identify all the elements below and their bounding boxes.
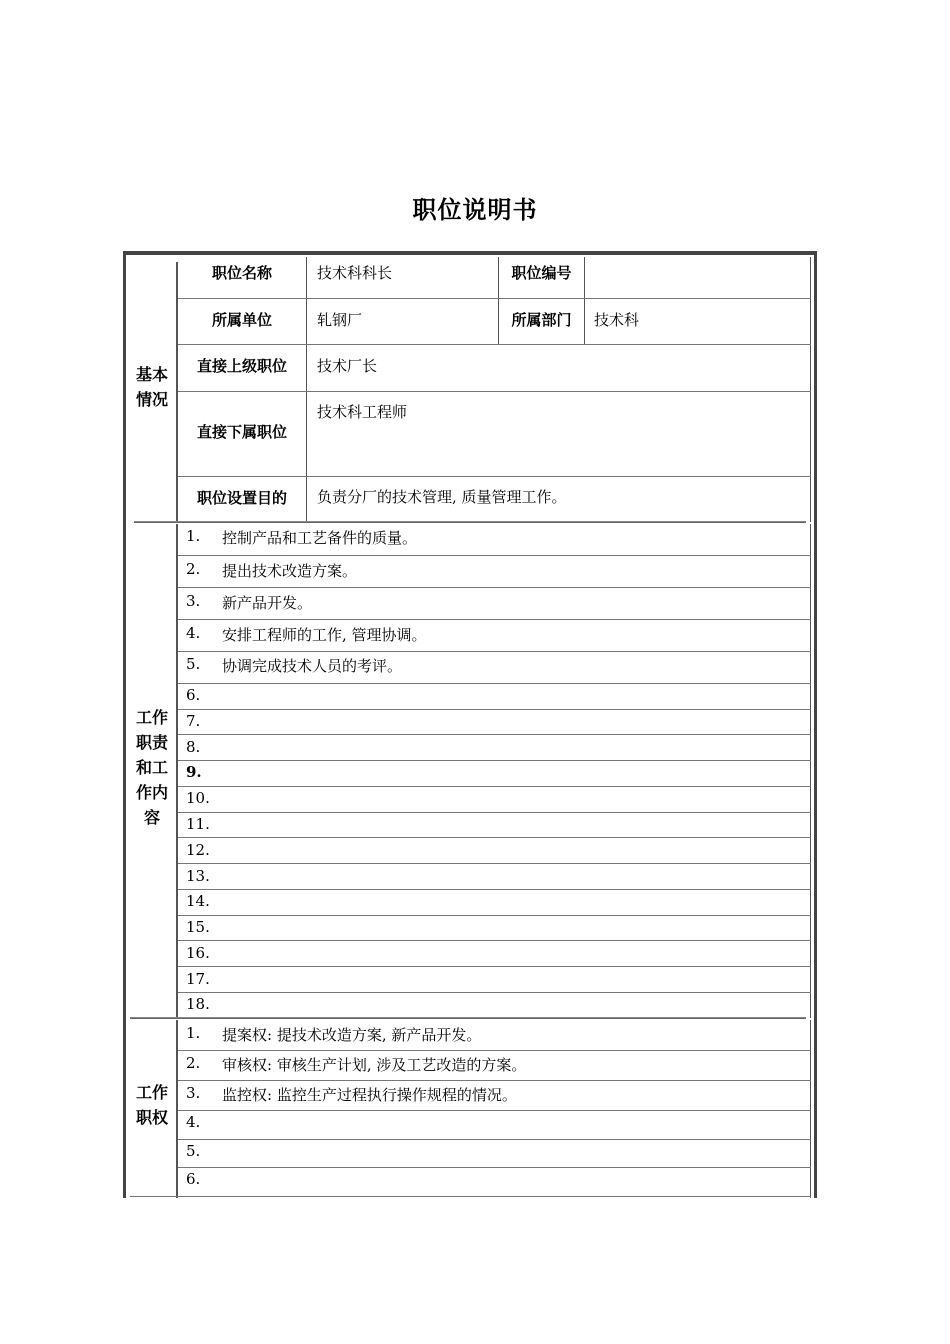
superior-label: 直接上级职位	[196, 357, 287, 375]
row-divider	[178, 889, 811, 890]
section-label-duties: 工作 职责 和工 作内 容	[135, 708, 168, 827]
list-item-number: 11.	[186, 815, 210, 833]
section-divider	[130, 1017, 806, 1019]
row-divider	[178, 1110, 811, 1111]
row-divider	[178, 837, 811, 838]
list-item-number: 4.	[186, 624, 201, 642]
list-item-number: 8.	[186, 738, 201, 756]
superior-value: 技术厂长	[317, 357, 378, 375]
list-item-number: 2.	[186, 560, 201, 578]
list-item-number: 10.	[186, 789, 210, 807]
list-item-number: 12.	[186, 841, 210, 859]
position-no-label: 职位编号	[511, 264, 572, 282]
row-divider	[178, 709, 811, 710]
row-divider	[178, 1167, 811, 1168]
list-item-number: 7.	[186, 712, 201, 730]
row-divider	[178, 587, 811, 588]
list-item-number: 18.	[186, 995, 210, 1013]
list-item-number: 5.	[186, 655, 201, 673]
row-divider	[178, 651, 811, 652]
row-divider	[178, 1080, 811, 1081]
list-item-number: 3.	[186, 1084, 201, 1102]
list-item-text: 安排工程师的工作, 管理协调。	[222, 626, 427, 644]
unit-label: 所属单位	[211, 311, 272, 329]
list-item-text: 提案权: 提技术改造方案, 新产品开发。	[222, 1026, 482, 1044]
list-item-number: 3.	[186, 592, 201, 610]
section-divider	[134, 521, 806, 523]
row-divider	[178, 863, 811, 864]
row-divider	[178, 915, 811, 916]
list-item-text: 控制产品和工艺备件的质量。	[222, 529, 418, 547]
list-item-number: 17.	[186, 970, 210, 988]
list-item-number: 6.	[186, 686, 201, 704]
unit-value: 轧钢厂	[317, 311, 363, 329]
row-divider	[178, 812, 811, 813]
basic-vline-1	[176, 262, 178, 522]
list-item-number: 9.	[186, 763, 202, 781]
list-item-text: 新产品开发。	[222, 594, 313, 612]
row-divider	[178, 683, 811, 684]
dept-label: 所属部门	[511, 311, 572, 329]
authority-vline-left	[176, 1020, 178, 1198]
basic-row-divider	[178, 298, 811, 299]
list-item-text: 协调完成技术人员的考评。	[222, 657, 403, 675]
list-item-number: 1.	[186, 527, 201, 545]
list-item-number: 15.	[186, 918, 210, 936]
basic-vline-4	[584, 257, 585, 345]
section-label-authority: 工作 职权	[135, 1083, 168, 1127]
basic-vline-2	[306, 257, 307, 522]
row-divider	[178, 734, 811, 735]
row-divider	[178, 992, 811, 993]
authority-vline-right	[810, 1020, 811, 1198]
list-item-number: 14.	[186, 892, 210, 910]
list-item-number: 16.	[186, 944, 210, 962]
purpose-label: 职位设置目的	[196, 489, 287, 507]
list-item-number: 1.	[186, 1024, 201, 1042]
list-item-number: 2.	[186, 1054, 201, 1072]
row-divider	[178, 1139, 811, 1140]
row-divider	[178, 1050, 811, 1051]
basic-vline-right	[810, 257, 811, 522]
authority-bottom-line	[130, 1196, 811, 1197]
section-label-basic: 基本 情况	[135, 365, 168, 409]
list-item-text: 审核权: 审核生产计划, 涉及工艺改造的方案。	[222, 1056, 527, 1074]
page-title: 职位说明书	[412, 196, 538, 224]
basic-row-divider	[178, 476, 811, 477]
subordinate-value: 技术科工程师	[317, 403, 408, 421]
basic-row-divider	[178, 344, 811, 345]
row-divider	[178, 619, 811, 620]
position-name-label: 职位名称	[211, 264, 272, 282]
duties-vline-left	[176, 524, 178, 1018]
basic-row-divider	[178, 391, 811, 392]
row-divider	[178, 786, 811, 787]
list-item-text: 监控权: 监控生产过程执行操作规程的情况。	[222, 1086, 517, 1104]
purpose-value: 负责分厂的技术管理, 质量管理工作。	[317, 488, 567, 506]
position-name-value: 技术科科长	[317, 264, 393, 282]
list-item-text: 提出技术改造方案。	[222, 562, 358, 580]
row-divider	[178, 555, 811, 556]
list-item-number: 5.	[186, 1142, 201, 1160]
list-item-number: 6.	[186, 1170, 201, 1188]
row-divider	[178, 966, 811, 967]
duties-vline-right	[810, 524, 811, 1018]
row-divider	[178, 760, 811, 761]
dept-value: 技术科	[594, 311, 640, 329]
subordinate-label: 直接下属职位	[196, 423, 287, 441]
list-item-number: 4.	[186, 1113, 201, 1131]
row-divider	[178, 940, 811, 941]
list-item-number: 13.	[186, 867, 210, 885]
